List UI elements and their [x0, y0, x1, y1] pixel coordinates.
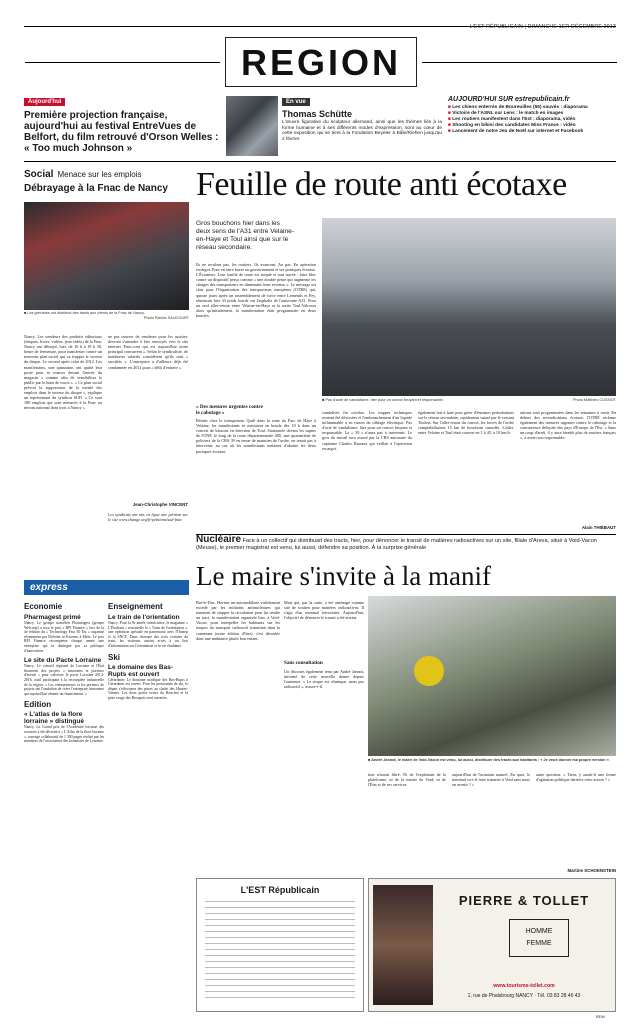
nuc-col1: Bar-le-Duc. Hormis un automobiliste visiblement excédé par les militants antinucléaires qui tentaient de stopper la circulation pour lui tendre un tract, la manifestation organisée hier, à Void-Vacon, pour interpeller les habitants sur les risques du transport radioactif transitant dans la commune (notre édition d'hier), s'est déroulée dans une ambiance plutôt bon enfant. — [196, 600, 280, 641]
eco-sub: Pharmagest primé — [24, 614, 81, 621]
main-col4: également fort à faire pour gérer d'énormes perturbations sur le réseau secondaire, rapidement saturé par le versant Toulois. Sur l'aller-retour du convoi, les forces de l'ordre comptabilisaient 15 km de bouchons cumulés. L'aller, entre Velaine et Toul était couvert en 1 h 45, à 10 km/h. — [418, 410, 514, 436]
ens-text: Nancy. Pour la 9e année consécutive, le magazine « L'Étudiant » renouvelle le « Train de l'orientation », une opération spéciale en partenariat avec l'Onisep et la SNCF. Dans chacune des trois voitures du train, les visiteurs auront accès à un lieu d'information sur l'orientation et la vie étudiante. — [108, 621, 188, 648]
divider — [196, 534, 616, 535]
today-block — [24, 90, 224, 154]
today-text: Première projection française, aujourd'hui au festival EntreVues de Belfort, du film retrouvé d'Orson Welles : « Too much Johnson » — [24, 110, 219, 154]
main-standfirst: Gros bouchons hier dans les deux sens de l'A31 entre Velaine-en-Haye et Toul ainsi que sur le réseau secondaire. — [196, 220, 295, 251]
main-title: Feuille de route anti écotaxe — [196, 166, 567, 203]
social-author: Jean-Christophe VINCENT — [132, 502, 188, 507]
web-list — [448, 105, 616, 135]
main-photo-caption: ■ Pas d'acte de vandalisme, hier pour un convoi bruyant et responsable. — [322, 398, 444, 402]
envue-name: Thomas Schütte — [282, 109, 353, 119]
main-col3: vandalisés fin octobre. Les trappes techniques avaient été dévissées et l'embranchement d'un liquide inflammable a eu raison du câblage électrique. Pas d'acte de vandalisme, hier pour un convoi bruyant et responsable. La « 39 » n'aura pas à intervenir. Le gros du travail sera assuré par la CRS autoroute du capitaine Charles Barraux qui veillait à l'opération escargot. — [322, 410, 412, 451]
schutte-photo — [226, 96, 278, 156]
edition-text: Nancy. Le Grand prix de l'Académie lorraine des sciences a été décerné à « L'Atlas de la flore lorraine », ouvrage collaboratif de 1 300 pages réalisé par les membres de l'association des botanistes de Lorraine. — [24, 725, 104, 744]
header-right: L'EST RÉPUBLICAIN | DIMANCHE 1ER DÉCEMBRE 2013 — [469, 24, 616, 30]
ad-tag-femme: FEMME — [526, 940, 552, 947]
edition-heading: Edition — [24, 700, 52, 710]
ad-box[interactable] — [368, 878, 616, 1012]
ad-web[interactable]: www.tourisme-tollet.com — [493, 983, 555, 989]
main-subhead: « Des mesures urgentes contre le cabotage » — [196, 404, 263, 416]
envue-block — [282, 90, 442, 142]
page-header — [24, 24, 616, 30]
ens-heading: Enseignement — [108, 602, 163, 611]
envue-badge: En vue — [282, 98, 310, 106]
ens-sub: Le train de l'orientation — [108, 614, 180, 621]
web-block[interactable] — [448, 96, 616, 135]
footer-code: RDN — [596, 1014, 605, 1019]
nuc-subhead: Sans consultation — [284, 660, 323, 666]
top-band — [24, 90, 616, 162]
main-photo-credit: Photo Matthieu CUGNOT — [572, 398, 616, 402]
social-col2: ne pas trouver de vendeurs pour les assister, devront s'attendre à être renvoyés vers le site internet Fnac.com qui est aujourd'hui notre principal concurrent ». Selon le syndicaliste, de nombreux salariés considèrent qu'ils sont « sacrifiés ». L'entreprise a d'ailleurs déjà été condamnée en 2012 pour « délit d'entrave ». — [108, 334, 188, 370]
web-item[interactable]: ■ Les routiers manifestent dans l'Est : diaporama, vidéo — [448, 117, 576, 122]
web-item[interactable]: ■ Lancement de notre Jeu de Noël sur internet et Facebook — [448, 129, 584, 134]
publisher-text — [205, 901, 355, 1001]
section-title: REGION — [225, 37, 417, 87]
nuc-col2: Mais qui, par la suite, a été aménagé comme site de soutien pour matières radioactives. Il s'agit d'un terminal ferroviaire. Aujourd'hui, l'objectif de dénoncer le transit a été atteint. — [284, 600, 364, 621]
ad-brand: PIERRE & TOLLET — [458, 893, 590, 908]
nuc-title: Le maire s'invite à la manif — [196, 561, 491, 591]
antinuclear-sign — [414, 656, 444, 686]
social-kicker-sub: Menace sur les emplois — [57, 170, 142, 179]
main-author: Alain THIÉBAUT — [581, 525, 616, 530]
web-title: AUJOURD'HUI SUR estrepublicain.fr — [448, 96, 570, 103]
nuc-kicker: Nucléaire — [196, 534, 242, 545]
nuc-author: Martine SCHOENSTEIN — [567, 868, 616, 873]
publisher-title: L'EST Républicain — [240, 885, 320, 895]
ad-address: 1, rue de Phalsbourg NANCY · Tél. 03 83 28 46 43 — [467, 993, 581, 999]
main-col5: rations sont programmées dans les semaines à venir. En dehors des revendications écotaxe, l'OTRE réclame également des mesures urgentes contre le cabotage et la concurrence déloyale des pays d'Europe de l'Est. « Sans un coup d'arrêt, il y aura bientôt plus de routiers français », a averti son responsable. — [520, 410, 616, 441]
pacte-sub: Le site du Pacte Lorraine — [24, 657, 102, 665]
social-col1: Nancy. Les vendeurs des produits éditoriaux (disques, livres, vidéos, jeux vidéo) de la Fnac Nancy ont débrayé, hier, de 16 h à 19 h 30, heure de fermeture, pour manifester contre un nouveau plan social qui va frapper le secteur du disque. Le second après celui de 2012. Les manifestants, une quinzaine, ont quitté leur poste pour se masser devant l'entrée du magasin « comme afin de sensibiliser le public par le biais de tracts ». « Ce plan social prévoit la suppression de la moitié des emplois dans le secteur du disque », explique un représentant du syndicat SUD. « Ce sont 180 emplois qui sont menacés à la Fnac au niveau national dont trois à Nancy ». — [24, 334, 102, 411]
ski-heading: Ski — [108, 652, 121, 662]
eco-heading: Economie — [24, 602, 63, 611]
social-title: Débrayage à la Fnac de Nancy — [24, 183, 168, 194]
edition-sub: « L'atlas de la flore lorraine » distingué — [24, 711, 84, 726]
nuc-col4: aujourd'hui de l'uranium naturel. En quoi, le terminal va-t-il faire transiter à Void sans nous en avertir ? » — [452, 772, 530, 788]
express-title: express — [24, 580, 189, 595]
nuc-col3: tion n'aurait filtré. Ni de l'exploitant de la plateforme, ni de la mairie de Void, ni de l'État et de ses services. — [368, 772, 446, 788]
express-block — [24, 580, 189, 744]
ski-sub: Le domaine des Bas-Rupts est ouvert — [108, 663, 174, 678]
web-item[interactable]: ■ Victoire de l'ASNL sur Lens : le match en images — [448, 111, 564, 116]
express-right — [108, 602, 188, 701]
nuc-intro-block — [196, 534, 616, 551]
envue-text: L'œuvre figurative du sculpteur allemand, ainsi que les thèmes liés à la forme humaine et à ses différents modes d'expression, sont au cœur de cette exposition qui se tient à la Fondation Beyeler à Bâle/Riehen jusqu'au 2 février. — [282, 120, 442, 142]
main-col1: Ils ne reculent pas, les routiers. Ils avancent. Au pas. En opération escargot. Pour en faire baver au gouvernement et ses portiques écotaxe. L'Écomouv. Leur feuille de route est simple et tout tracée : faire bloc contre un dispositif perçu comme « une double peine qui augmente les charges des transporteurs en diminuant leurs revenus ». Le message est clair pour l'Organisation des transporteurs européens (OTRE) qui, quinze jours après un rassemblement de force entre Lemenils et Fey, réunissait hier 43 poids lourds sur l'asphalte de l'autoroute A31. Pour un seul allez-retour entre Velaine-en-Haye et la sortie Toul-Valcourt alors qu'initialement, la manifestation était programmée en deux boucles. — [196, 262, 316, 318]
nuc-photo-caption: ■ André Jannot, le maire de Void-Vacon est venu, lui aussi, distribuer des tracts aux habitants : « Je veux donner ma propre version ». — [368, 758, 610, 762]
social-caption: ■ Les grévistes ont distribué des tracts aux clients de la Fnac de Nancy. — [24, 311, 145, 315]
publisher-box — [196, 878, 364, 1012]
nuc-photo — [368, 596, 616, 756]
social-article — [24, 164, 189, 523]
social-note: Les syndicats ont mis en ligne une pétition sur le site www.change.org/fr/pétitions/sud-fnac — [108, 512, 188, 523]
main-col2: Réunis chez le transporteur Quiil dans la zone du Parc de Haye à Velaine, les manifestants se mettaient en branle dès 10 h dans un concert de klaxons en direction de Toul. Stationnée devant les sapins de l'ONF, le long de la route départementale 400, une quarantaine de policiers de la CRS 39 en tenue de maintien de l'ordre, ne tenait pas à intervenir, au cas où les manifestants tentaient d'abattre les deux portiques écotaxe. — [196, 418, 316, 454]
social-kicker: Social — [24, 169, 54, 180]
ad-photo — [373, 885, 433, 1005]
ad-tags — [509, 919, 569, 957]
today-badge: Aujourd'hui — [24, 98, 65, 106]
ski-text: Gérardmer. Le domaine nordique des Bas-Rupts à Gérardmer est ouvert. Pour les passionnés de ski, le départ s'effectuera des pistes au chalet des Hautes-Vannes. Les deux pistes vertes du Bouchot et la piste rouge des Bosquets sont ouvertes. — [108, 677, 188, 700]
pacte-text: Nancy. Le conseil régional de Lorraine et l'État financent des projets « innovants et porteurs d'avenir » pour valoriser le pacte Lorraine 2014-2016, outil participant à la reconquête industrielle de la région. « Les entrepreneurs et les porteurs de projets ont l'ambition de créer l'entreprise innovante qui aujourd'hui obtenir un financement. » — [24, 664, 104, 696]
ad-tag-homme: HOMME — [525, 928, 553, 935]
web-item[interactable]: ■ Les chiens enterrés de Boureuilles (55) sauvés : diaporama — [448, 105, 588, 110]
nuc-col2b: Un discours également tenu par André Jannot, informé de cette nouvelle donne depuis l'automne. « Le risque est chimique, mais pas radioactif », assure-t-il. — [284, 669, 364, 690]
express-left — [24, 602, 104, 744]
social-credit: Photo Patrice SAUCOURT — [143, 315, 189, 320]
eco-text: Nancy. Le groupe nancéien Pharmagest (groupe Welcoop) a reçu le prix « BFI Finance » lors de la 4e édition du « Technology Fast 50 Est » organisé récemment par Deloitte in Extenso à Metz. Le prix BFI Finance récompense chaque année une entreprise qui se distingue par sa politique d'innovation. — [24, 621, 104, 653]
web-item[interactable]: ■ Shooting en bikini des candidates Miss France : vidéo — [448, 123, 576, 128]
nuc-col5: autre question. « Tiens, y aurait-il une forme d'agitation politique derrière cette action ? » — [536, 772, 616, 783]
nuc-intro: Face à un collectif qui distribuait des tracts, hier, pour dénoncer le transit de matières radioactives sur un site, filiale d'Areva, situé à Void-Vacon (Meuse), le premier magistrat est venu, lui aussi, défendre sa position. À la surprise générale — [196, 538, 597, 551]
social-photo — [24, 202, 189, 310]
main-photo — [322, 218, 616, 396]
